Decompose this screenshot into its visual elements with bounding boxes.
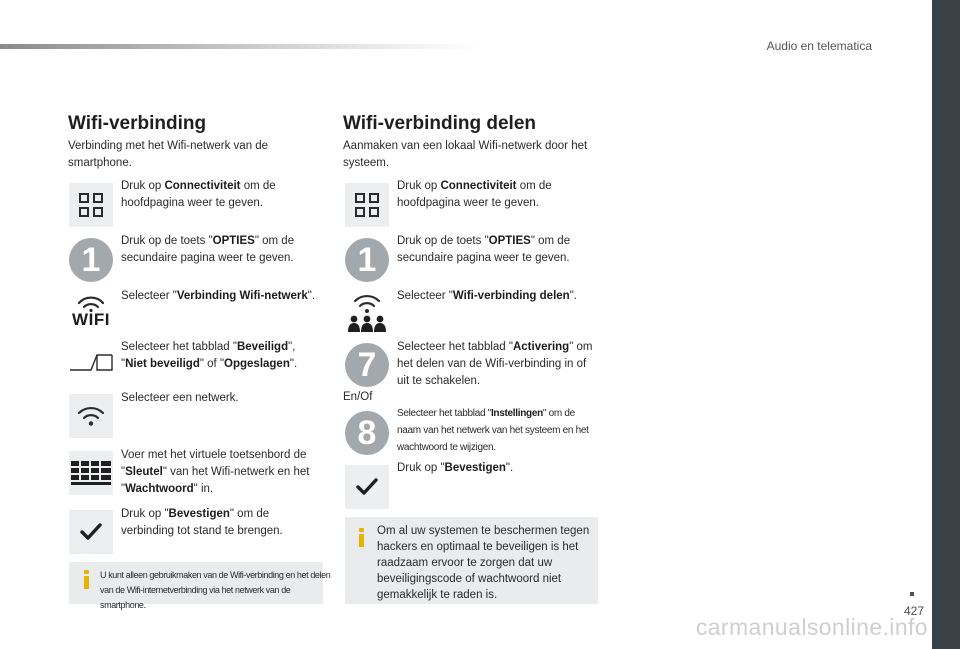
right-step-5-text: Selecteer het tabblad "Instellingen" om de naam van het netwerk van het systeem en het wachtwoord te wijzigen. — [397, 408, 589, 453]
page-marker — [910, 592, 914, 596]
right-info-text: Om al uw systemen te beschermen tegen hackers en optimaal te beveiligen is het raadzaam ervoor te zorgen dat uw beveiligingscode of wachtwoord niet gemakkelijk te raden is. — [377, 525, 590, 601]
left-step-3-text: Selecteer "Verbinding Wifi-netwerk". — [121, 290, 316, 302]
checkmark-icon — [69, 510, 113, 554]
or-label: En/Of — [343, 391, 373, 403]
right-intro: Aanmaken van een lokaal Wifi-netwerk door het systeem. — [343, 140, 588, 169]
left-step-4-text: Selecteer het tabblad "Beveiligd", "Niet beveiligd" of "Opgeslagen". — [121, 341, 298, 370]
folder-tab-icon — [69, 341, 113, 385]
section-header: Audio en telematica — [766, 39, 872, 53]
header-rule — [0, 44, 480, 49]
number-8-badge: 8 — [345, 411, 389, 455]
grid-apps-icon — [345, 183, 389, 227]
right-step-3-text: Selecteer "Wifi-verbinding delen". — [397, 290, 577, 302]
left-info-text: U kunt alleen gebruikmaken van de Wifi-verbinding en het delen van de Wifi-internetverbinding via het netwerk van de smartphone. — [100, 570, 331, 610]
grid-apps-icon — [69, 183, 113, 227]
left-section-title: Wifi-verbinding — [68, 113, 207, 134]
number-7-badge: 7 — [345, 343, 389, 387]
keyboard-icon — [69, 451, 113, 495]
left-step-2-text: Druk op de toets "OPTIES" om de secundaire pagina weer te geven. — [121, 235, 295, 264]
left-step-1-text: Druk op Connectiviteit om de hoofdpagina weer te geven. — [121, 180, 276, 209]
left-step-5-text: Selecteer een netwerk. — [121, 392, 239, 404]
left-step-7-text: Druk op "Bevestigen" om de verbinding tot stand te brengen. — [121, 508, 283, 537]
wifi-text-icon — [69, 290, 113, 334]
wifi-icon-label: WIFI — [72, 310, 110, 329]
right-step-4-text: Selecteer het tabblad "Activering" om het delen van de Wifi-verbinding in of uit te schakelen. — [397, 341, 593, 387]
number-1-badge: 1 — [69, 238, 113, 282]
right-step-2-text: Druk op de toets "OPTIES" om de secundaire pagina weer te geven. — [397, 235, 571, 264]
info-icon — [359, 528, 365, 547]
wifi-share-icon — [345, 290, 389, 334]
right-step-6-text: Druk op "Bevestigen". — [397, 462, 514, 474]
right-section-title: Wifi-verbinding delen — [343, 113, 536, 134]
number-1-badge: 1 — [345, 238, 389, 282]
page-number: 427 — [903, 604, 924, 618]
right-step-1-text: Druk op Connectiviteit om de hoofdpagina weer te geven. — [397, 180, 552, 209]
wifi-signal-icon — [69, 394, 113, 438]
left-step-6-text: Voer met het virtuele toetsenbord de "Sleutel" van het Wifi-netwerk en het "Wachtwoord" in. — [121, 449, 310, 495]
left-intro: Verbinding met het Wifi-netwerk van de smartphone. — [68, 140, 269, 169]
side-tab-bar — [932, 0, 960, 649]
checkmark-icon — [345, 465, 389, 509]
watermark: carmanualsonline.info — [695, 614, 928, 640]
info-icon — [84, 570, 90, 589]
